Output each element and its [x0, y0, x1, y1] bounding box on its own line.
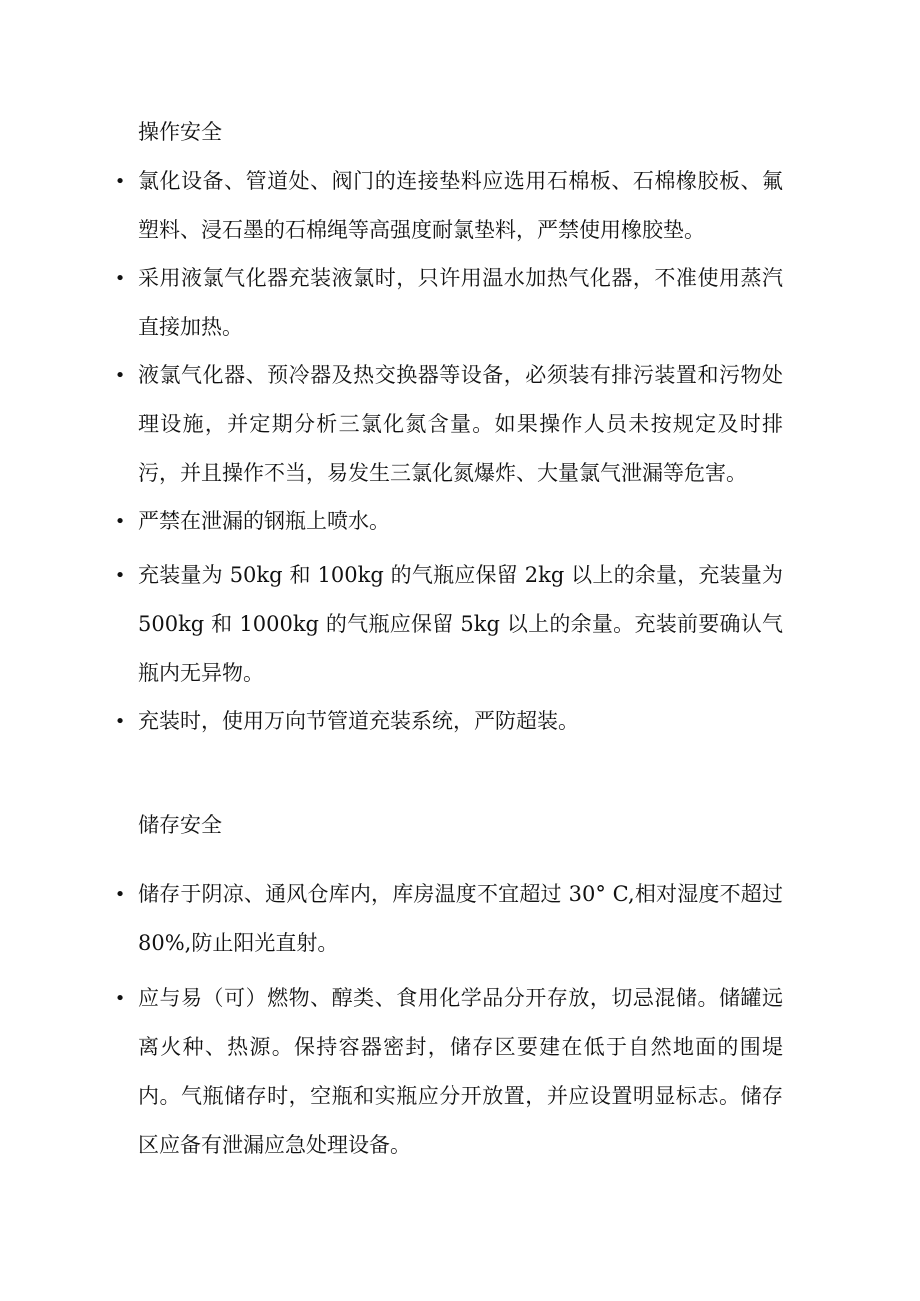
section-heading-storage-safety: 储存安全: [138, 813, 222, 837]
list-item-text: 采用液氯气化器充装液氯时，只许用温水加热气化器，不准使用蒸汽直接加热。: [138, 266, 783, 339]
list-item-text: 应与易（可）燃物、醇类、食用化学品分开存放，切忌混储。储罐远离火种、热源。保持容器密封，储存区要建在低于自然地面的围堤内。气瓶储存时，空瓶和实瓶应分开放置，并应设置明显标志。储存区应备有泄漏应急处理设备。: [138, 986, 783, 1157]
list-item-text: 严禁在泄漏的钢瓶上喷水。: [138, 509, 390, 533]
bullet-icon: •: [114, 988, 126, 1009]
bullet-icon: •: [114, 171, 126, 192]
section-heading-operation-safety: 操作安全: [138, 120, 222, 144]
list-item-text: 充装时，使用万向节管道充装系统，严防超装。: [138, 709, 579, 733]
bullet-icon: •: [114, 711, 126, 732]
list-item-text: 氯化设备、管道处、阀门的连接垫料应选用石棉板、石棉橡胶板、氟塑料、浸石墨的石棉绳等高强度耐氯垫料，严禁使用橡胶垫。: [138, 169, 783, 242]
bullet-icon: •: [114, 884, 126, 905]
list-item-text: 储存于阴凉、通风仓库内，库房温度不宜超过 30° C,相对湿度不超过 80%,防止阳光直射。: [138, 882, 783, 955]
bullet-icon: •: [114, 511, 126, 532]
bullet-icon: •: [114, 565, 126, 586]
bullet-icon: •: [114, 365, 126, 386]
bullet-icon: •: [114, 268, 126, 289]
list-item-text: 充装量为 50kg 和 100kg 的气瓶应保留 2kg 以上的余量，充装量为 500kg 和 1000kg 的气瓶应保留 5kg 以上的余量。充装前要确认气瓶内无异物。: [138, 563, 783, 685]
list-item-text: 液氯气化器、预冷器及热交换器等设备，必须装有排污装置和污物处理设施，并定期分析三氯化氮含量。如果操作人员未按规定及时排污，并且操作不当，易发生三氯化氮爆炸、大量氯气泄漏等危害。: [138, 363, 783, 485]
